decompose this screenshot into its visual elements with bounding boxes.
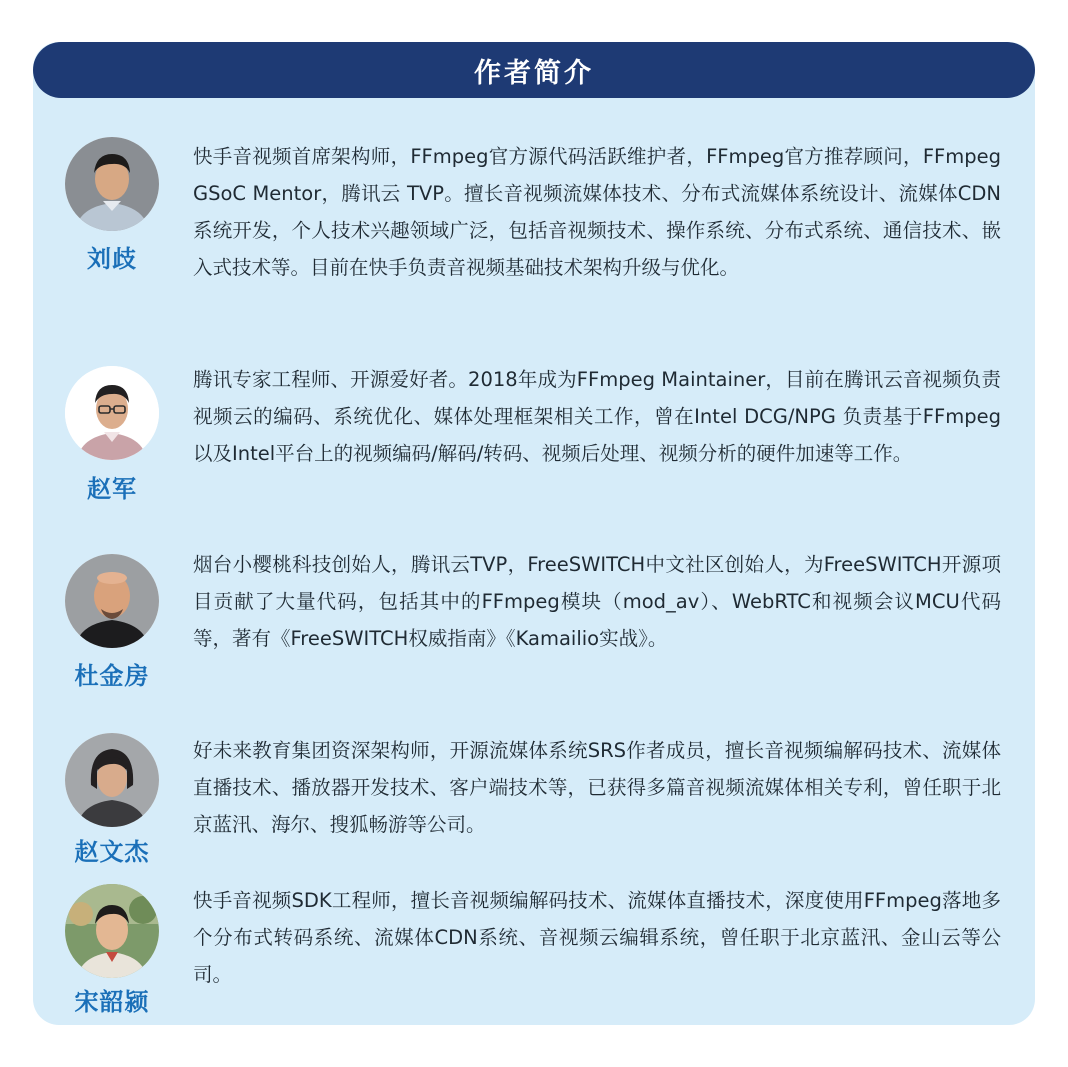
section-title: 作者简介: [474, 57, 594, 89]
portrait-photo: [65, 554, 159, 648]
author-bio: 快手音视频SDK工程师，擅长音视频编解码技术、流媒体直播技术，深度使用FFmpeg落地多个分布式转码系统、流媒体CDN系统、音视频云编辑系统，曾任职于北京蓝汛、金山云等公司。: [193, 889, 1001, 986]
author-name: 杜金房: [74, 662, 150, 690]
author-bio: 烟台小樱桃科技创始人，腾讯云TVP，FreeSWITCH中文社区创始人，为FreeSWITCH开源项目贡献了大量代码，包括其中的FFmpeg模块（mod_av）、WebRTC和视频会议MCU代码等，著有《FreeSWITCH权威指南》《Kamailio实战》。: [193, 553, 1001, 650]
portrait-photo: [65, 366, 159, 460]
author-intro-panel: [33, 42, 1035, 1025]
author-name: 宋韶颍: [74, 988, 150, 1016]
author-name: 刘歧: [87, 245, 137, 273]
author-bio: 腾讯专家工程师、开源爱好者。2018年成为FFmpeg Maintainer，目前在腾讯云音视频负责视频云的编码、系统优化、媒体处理框架相关工作，曾在Intel DCG/NPG 负责基于FFmpeg以及Intel平台上的视频编码/解码/转码、视频后处理、视频分析的硬件加速等工作。: [193, 368, 1001, 465]
avatar: [65, 366, 159, 460]
section-header: [33, 42, 1035, 98]
author-bio: 快手音视频首席架构师，FFmpeg官方源代码活跃维护者，FFmpeg官方推荐顾问，FFmpeg GSoC Mentor，腾讯云 TVP。擅长音视频流媒体技术、分布式流媒体系统设计、流媒体CDN系统开发，个人技术兴趣领域广泛，包括音视频技术、操作系统、分布式系统、通信技术、嵌入式技术等。目前在快手负责音视频基础技术架构升级与优化。: [193, 145, 1001, 279]
portrait-photo: [65, 733, 159, 827]
author-bio: 好未来教育集团资深架构师，开源流媒体系统SRS作者成员，擅长音视频编解码技术、流媒体直播技术、播放器开发技术、客户端技术等，已获得多篇音视频流媒体相关专利，曾任职于北京蓝汛、海尔、搜狐畅游等公司。: [193, 739, 1001, 836]
avatar: [65, 884, 159, 978]
avatar: [65, 137, 159, 231]
portrait-photo: [65, 137, 159, 231]
author-name: 赵文杰: [74, 838, 150, 866]
portrait-photo: [65, 884, 159, 978]
author-name: 赵军: [87, 475, 137, 503]
avatar: [65, 554, 159, 648]
avatar: [65, 733, 159, 827]
